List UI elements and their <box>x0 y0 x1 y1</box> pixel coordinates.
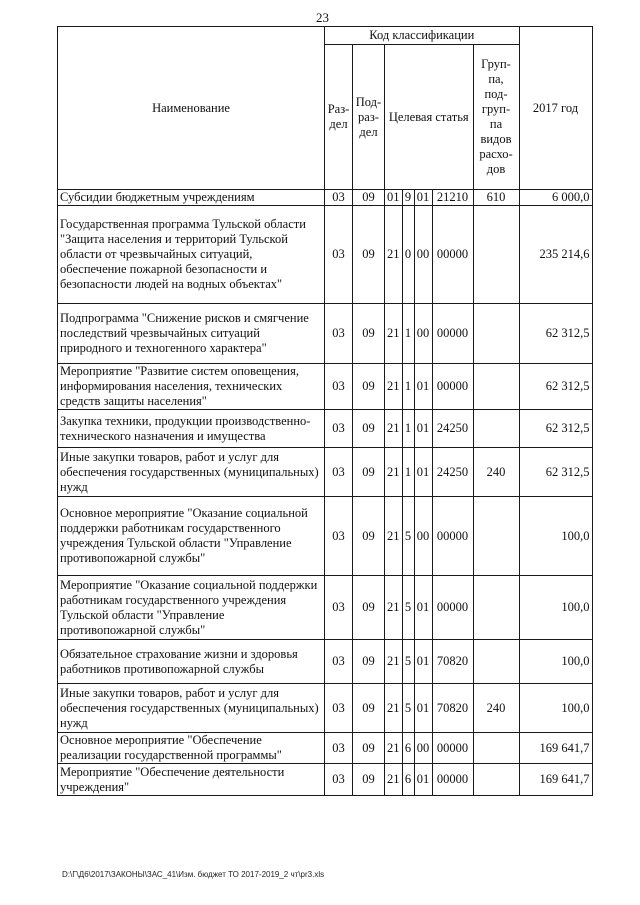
row-amount: 62 312,5 <box>519 410 592 448</box>
header-group: Груп- па, под- груп- па видов расхо- дов <box>473 45 519 190</box>
row-target-subprogram: 1 <box>402 364 414 410</box>
row-subsection: 09 <box>353 764 385 796</box>
table-row <box>58 206 593 304</box>
row-name: Основное мероприятие "Обеспечение реализации государственной программы" <box>58 733 325 764</box>
row-expense-type <box>473 497 519 576</box>
row-target-program: 21 <box>385 684 403 733</box>
row-target-event: 01 <box>414 410 432 448</box>
row-target-program: 21 <box>385 304 403 364</box>
row-target-program: 21 <box>385 733 403 764</box>
row-name: Закупка техники, продукции производственно-технического назначения и имущества <box>58 410 325 448</box>
row-section: 03 <box>325 304 353 364</box>
table-row <box>58 497 593 576</box>
row-amount: 62 312,5 <box>519 448 592 497</box>
row-amount: 100,0 <box>519 640 592 684</box>
budget-table <box>57 26 593 796</box>
header-code: Код классификации <box>325 27 520 45</box>
row-amount: 100,0 <box>519 497 592 576</box>
row-section: 03 <box>325 410 353 448</box>
row-subsection: 09 <box>353 576 385 640</box>
row-target-program: 21 <box>385 640 403 684</box>
row-target-event: 01 <box>414 576 432 640</box>
row-target-direction: 70820 <box>432 684 473 733</box>
row-expense-type <box>473 206 519 304</box>
header-subsection: Под- раз- дел <box>353 45 385 190</box>
row-target-event: 01 <box>414 190 432 206</box>
table-row <box>58 640 593 684</box>
row-subsection: 09 <box>353 410 385 448</box>
table-row <box>58 190 593 206</box>
row-subsection: 09 <box>353 190 385 206</box>
row-section: 03 <box>325 190 353 206</box>
row-target-program: 21 <box>385 364 403 410</box>
row-target-subprogram: 1 <box>402 304 414 364</box>
table-row <box>58 448 593 497</box>
row-target-event: 00 <box>414 206 432 304</box>
row-name: Иные закупки товаров, работ и услуг для обеспечения государственных (муниципальных) нужд <box>58 448 325 497</box>
table-row <box>58 733 593 764</box>
row-expense-type <box>473 576 519 640</box>
row-target-event: 01 <box>414 764 432 796</box>
row-expense-type <box>473 364 519 410</box>
row-subsection: 09 <box>353 364 385 410</box>
row-amount: 100,0 <box>519 684 592 733</box>
row-amount: 169 641,7 <box>519 733 592 764</box>
row-expense-type <box>473 764 519 796</box>
file-path-footer: D:\Г\Д6\2017\ЗАКОНЫ\ЗАС_41\Изм. бюджет ТО 2017-2019_2 чт\pr3.xls <box>62 870 325 879</box>
row-subsection: 09 <box>353 640 385 684</box>
row-target-direction: 00000 <box>432 576 473 640</box>
row-section: 03 <box>325 448 353 497</box>
row-amount: 6 000,0 <box>519 190 592 206</box>
header-year: 2017 год <box>519 27 592 190</box>
row-target-direction: 00000 <box>432 304 473 364</box>
row-amount: 62 312,5 <box>519 364 592 410</box>
row-target-subprogram: 5 <box>402 684 414 733</box>
row-subsection: 09 <box>353 304 385 364</box>
page-number: 23 <box>316 10 329 25</box>
row-subsection: 09 <box>353 733 385 764</box>
row-expense-type <box>473 304 519 364</box>
row-name: Основное мероприятие "Оказание социальной поддержки работникам государственного учреждения Тульской области "Управление противопожарной службы" <box>58 497 325 576</box>
row-target-subprogram: 5 <box>402 640 414 684</box>
row-name: Мероприятие "Обеспечение деятельности учреждения" <box>58 764 325 796</box>
row-amount: 62 312,5 <box>519 304 592 364</box>
row-target-program: 21 <box>385 206 403 304</box>
row-expense-type: 610 <box>473 190 519 206</box>
row-target-program: 21 <box>385 448 403 497</box>
header-section: Раз- дел <box>325 45 353 190</box>
row-expense-type <box>473 410 519 448</box>
row-target-subprogram: 9 <box>402 190 414 206</box>
header-target: Целевая статья <box>385 45 474 190</box>
row-target-subprogram: 6 <box>402 733 414 764</box>
row-name: Мероприятие "Развитие систем оповещения, информирования населения, технических средств защиты населения" <box>58 364 325 410</box>
row-target-program: 01 <box>385 190 403 206</box>
row-target-program: 21 <box>385 410 403 448</box>
row-section: 03 <box>325 497 353 576</box>
row-amount: 100,0 <box>519 576 592 640</box>
row-target-subprogram: 0 <box>402 206 414 304</box>
row-target-direction: 00000 <box>432 764 473 796</box>
row-subsection: 09 <box>353 684 385 733</box>
row-target-program: 21 <box>385 764 403 796</box>
row-name: Иные закупки товаров, работ и услуг для обеспечения государственных (муниципальных) нужд <box>58 684 325 733</box>
table-row <box>58 576 593 640</box>
row-target-event: 00 <box>414 304 432 364</box>
row-target-direction: 70820 <box>432 640 473 684</box>
row-target-direction: 00000 <box>432 497 473 576</box>
row-target-direction: 24250 <box>432 448 473 497</box>
header-name: Наименование <box>58 27 325 190</box>
row-expense-type: 240 <box>473 448 519 497</box>
row-amount: 169 641,7 <box>519 764 592 796</box>
row-section: 03 <box>325 764 353 796</box>
table-row <box>58 410 593 448</box>
row-target-event: 00 <box>414 497 432 576</box>
table-row <box>58 764 593 796</box>
row-target-event: 01 <box>414 448 432 497</box>
row-name: Подпрограмма "Снижение рисков и смягчение последствий чрезвычайных ситуаций природного и техногенного характера" <box>58 304 325 364</box>
row-section: 03 <box>325 576 353 640</box>
row-target-direction: 21210 <box>432 190 473 206</box>
row-subsection: 09 <box>353 448 385 497</box>
row-name: Государственная программа Тульской области "Защита населения и территорий Тульской области от чрезвычайных ситуаций, обеспечение пожарной безопасности и безопасности людей на водных объектах" <box>58 206 325 304</box>
row-target-event: 01 <box>414 684 432 733</box>
row-amount: 235 214,6 <box>519 206 592 304</box>
row-target-event: 01 <box>414 364 432 410</box>
row-expense-type <box>473 640 519 684</box>
row-expense-type: 240 <box>473 684 519 733</box>
row-target-subprogram: 5 <box>402 576 414 640</box>
row-target-subprogram: 6 <box>402 764 414 796</box>
row-section: 03 <box>325 364 353 410</box>
row-section: 03 <box>325 640 353 684</box>
row-target-event: 01 <box>414 640 432 684</box>
row-target-subprogram: 1 <box>402 448 414 497</box>
row-target-program: 21 <box>385 497 403 576</box>
row-section: 03 <box>325 684 353 733</box>
row-target-direction: 00000 <box>432 733 473 764</box>
header-row-1 <box>58 27 593 45</box>
row-target-event: 00 <box>414 733 432 764</box>
row-subsection: 09 <box>353 497 385 576</box>
table-row <box>58 364 593 410</box>
row-target-direction: 00000 <box>432 364 473 410</box>
row-section: 03 <box>325 733 353 764</box>
row-target-subprogram: 5 <box>402 497 414 576</box>
table-row <box>58 684 593 733</box>
row-target-program: 21 <box>385 576 403 640</box>
row-name: Субсидии бюджетным учреждениям <box>58 190 325 206</box>
row-target-subprogram: 1 <box>402 410 414 448</box>
row-section: 03 <box>325 206 353 304</box>
row-expense-type <box>473 733 519 764</box>
row-subsection: 09 <box>353 206 385 304</box>
row-target-direction: 24250 <box>432 410 473 448</box>
table-row <box>58 304 593 364</box>
row-target-direction: 00000 <box>432 206 473 304</box>
row-name: Обязательное страхование жизни и здоровья работников противопожарной службы <box>58 640 325 684</box>
row-name: Мероприятие "Оказание социальной поддержки работникам государственного учреждения Тульской области "Управление противопожарной службы" <box>58 576 325 640</box>
